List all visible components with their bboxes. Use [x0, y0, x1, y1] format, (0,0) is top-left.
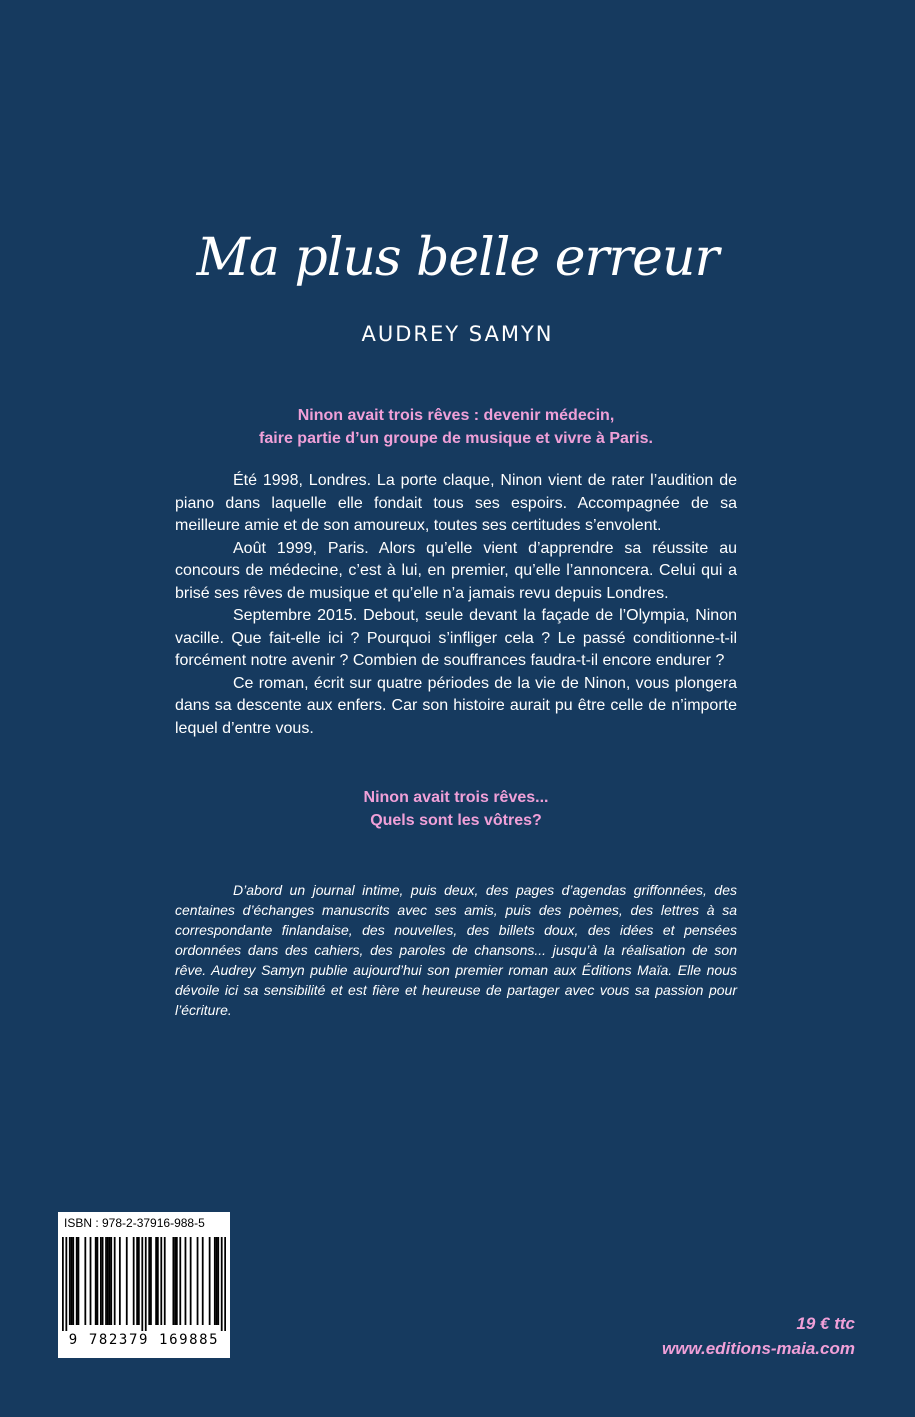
barcode-graphic [62, 1237, 226, 1331]
barcode-bar [90, 1237, 92, 1325]
barcode-bar [78, 1237, 80, 1325]
barcode-bar [109, 1237, 111, 1325]
barcode-bar [97, 1237, 99, 1325]
closing-line: Quels sont les vôtres? [370, 812, 542, 829]
closing-question [175, 786, 737, 832]
price: 19 € ttc [796, 1314, 855, 1333]
tagline [175, 404, 737, 450]
barcode-bar [119, 1237, 121, 1325]
author-name: AUDREY SAMYN [361, 322, 554, 346]
barcode-bar [71, 1237, 73, 1325]
barcode-bar [157, 1237, 159, 1325]
barcode-bar [202, 1237, 204, 1325]
barcode-bar [141, 1237, 143, 1331]
barcode-bar [172, 1237, 174, 1325]
book-title: Ma plus belle erreur [196, 228, 719, 288]
synopsis-paragraph: Été 1998, Londres. La porte claque, Ninon vient de rater l’audition de piano dans laquelle elle fondait tous ses espoirs. Accompagnée de sa meilleure amie et de son amoureux, toutes ses certitudes s’envolent. [175, 472, 737, 534]
barcode-bar [114, 1237, 116, 1325]
isbn-label: ISBN : 978-2-37916-988-5 [64, 1216, 205, 1230]
barcode-bar [216, 1237, 218, 1325]
barcode-bar [69, 1237, 71, 1325]
barcode-bar [148, 1237, 150, 1325]
barcode-bar [197, 1237, 199, 1325]
author-bio-text: D’abord un journal intime, puis deux, des pages d’agendas griffonnées, des centaines d’échanges manuscrits avec ses amis, puis des poèmes, des lettres à sa correspondante finlandaise, des nouvelles, des billets doux, des idées et pensées ordonnées dans des cahiers, des paroles de chansons... jusqu’à la réalisation de son rêve. Audrey Samyn publie aujourd’hui son premier roman aux Éditions Maïa. Elle nous dévoile ici sa sensibilité et est fière et heureuse de partager avec vous sa passion pour l’écriture. [175, 882, 737, 1018]
barcode-bar [65, 1237, 67, 1331]
author-bio [175, 880, 737, 1020]
barcode-bar [185, 1237, 187, 1325]
barcode-bar [179, 1237, 181, 1325]
barcode-bar [107, 1237, 109, 1325]
barcode-bar [84, 1237, 86, 1325]
barcode-bar [110, 1237, 112, 1325]
synopsis-paragraph: Septembre 2015. Debout, seule devant la façade de l’Olympia, Ninon vacille. Que fait-elle ici ? Pourquoi s’infliger cela ? Le passé conditionne-t-il forcément notre avenir ? Combien de souffrances faudra-t-il encore endurer ? [175, 607, 737, 669]
tagline-line: faire partie d’un groupe de musique et vivre à Paris. [259, 430, 653, 447]
publisher-website: www.editions-maia.com [661, 1339, 855, 1358]
barcode-bar [72, 1237, 74, 1325]
synopsis [175, 470, 737, 740]
synopsis-paragraph: Août 1999, Paris. Alors qu’elle vient d’apprendre sa réussite au concours de médecine, c’est à lui, en premier, qu’elle l’annoncera. Celui qui a brisé ses rêves de musique et qu’elle n’a jamais revu depuis Londres. [175, 539, 737, 602]
barcode-bar [102, 1237, 104, 1325]
barcode-bar [136, 1237, 138, 1325]
barcode-bar [214, 1237, 216, 1325]
closing-line: Ninon avait trois rêves... [363, 789, 549, 806]
barcode-bar [150, 1237, 152, 1325]
barcode-bar [217, 1237, 219, 1325]
tagline-line: Ninon avait trois rêves : devenir médecin, [297, 407, 615, 424]
barcode-bar [100, 1237, 102, 1325]
barcode-bar [145, 1237, 147, 1331]
barcode-bar [126, 1237, 128, 1325]
barcode-bar [76, 1237, 78, 1325]
barcode-bar [95, 1237, 97, 1325]
synopsis-paragraph: Ce roman, écrit sur quatre périodes de la vie de Ninon, vous plongera dans sa descente aux enfers. Car son histoire aurait pu être celle de n’importe lequel d’entre vous. [175, 674, 737, 737]
barcode-bar [62, 1237, 64, 1331]
barcode-panel [58, 1212, 230, 1358]
barcode-bar [133, 1237, 135, 1325]
ean-digits: 9 782379 169885 [68, 1332, 220, 1348]
barcode-bar [176, 1237, 178, 1325]
barcode-bar [164, 1237, 166, 1325]
barcode-bar [190, 1237, 192, 1325]
barcode-bar [224, 1237, 226, 1331]
barcode-bar [138, 1237, 140, 1325]
barcode-bar [160, 1237, 162, 1325]
barcode-bar [174, 1237, 176, 1325]
barcode-bar [105, 1237, 107, 1325]
barcode-bar [155, 1237, 157, 1325]
barcode-bar [209, 1237, 211, 1325]
barcode-bar [221, 1237, 223, 1331]
